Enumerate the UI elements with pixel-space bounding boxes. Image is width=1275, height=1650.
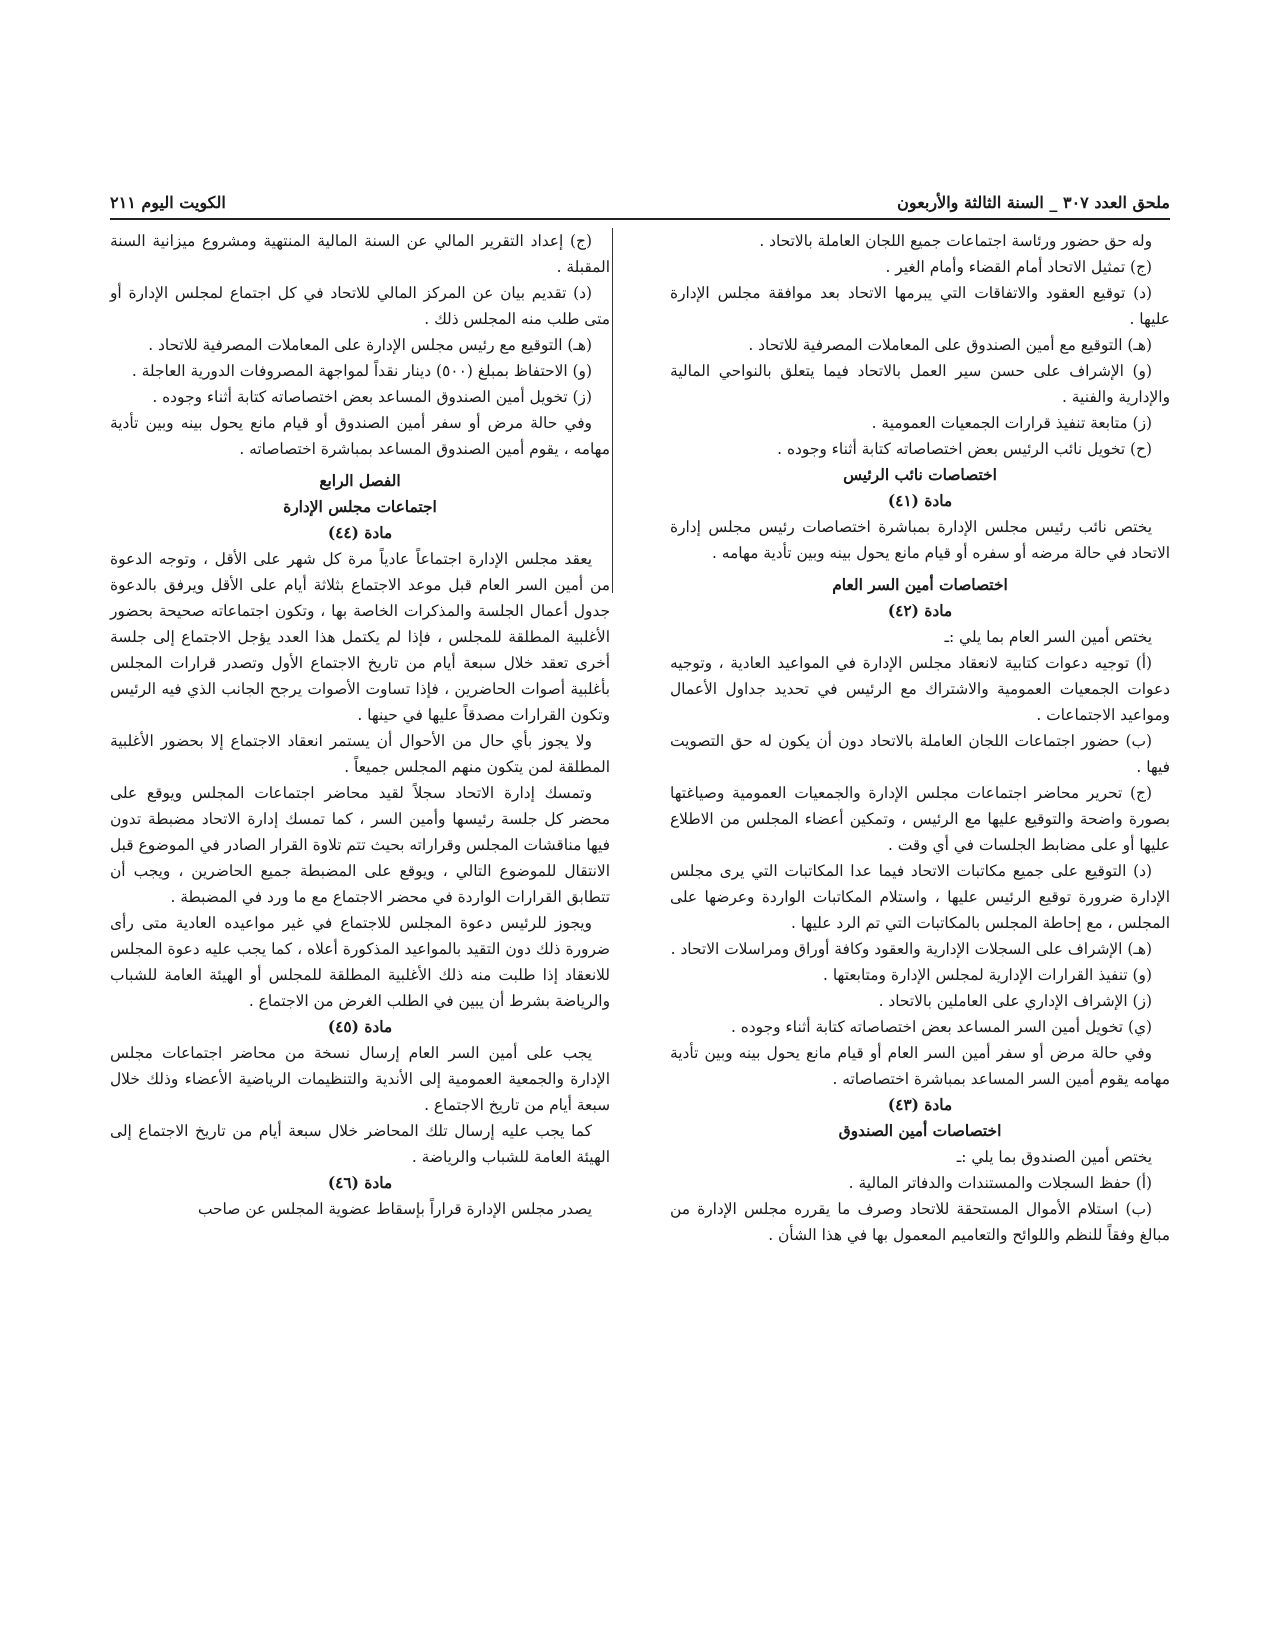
article-heading: مادة (٤١) — [887, 492, 953, 510]
paragraph: كما يجب عليه إرسال تلك المحاضر خلال سبعة أيام من تاريخ الاجتماع إلى الهيئة العامة للشباب والرياضة . — [110, 1122, 610, 1166]
left-column — [110, 228, 610, 1222]
page-header — [110, 193, 1170, 215]
section-heading: اختصاصات أمين الصندوق — [838, 1122, 1002, 1140]
paragraph: وفي حالة مرض أو سفر أمين السر العام أو قيام مانع يحول بينه وبين تأدية مهامه يقوم أمين السر المساعد بمباشرة اختصاصاته . — [670, 1044, 1170, 1088]
paragraph: (هـ) الإشراف على السجلات الإدارية والعقود وكافة أوراق ومراسلات الاتحاد . — [670, 940, 1152, 958]
paragraph: (و) الإشراف على حسن سير العمل بالاتحاد فيما يتعلق بالنواحي المالية والإدارية والفنية . — [670, 362, 1170, 406]
paragraph: (ج) تحرير محاضر اجتماعات مجلس الإدارة والجمعيات العمومية وصياغتها بصورة واضحة والتوقيع عليها مع الرئيس ، وتمكين أعضاء المجلس من الاطلاع عليها أو على مضابط الجلسات في أي وقت . — [670, 784, 1170, 854]
paragraph: يختص نائب رئيس مجلس الإدارة بمباشرة اختصاصات رئيس مجلس إدارة الاتحاد في حالة مرضه أو سفره أو قيام مانع يحول بينه وبين تأدية مهامه . — [670, 518, 1170, 562]
paragraph: وفي حالة مرض أو سفر أمين الصندوق أو قيام مانع يحول بينه وبين تأدية مهامه ، يقوم أمين الصندوق المساعد بمباشرة اختصاصاته . — [110, 414, 610, 458]
article-heading: مادة (٤٤) — [327, 524, 393, 542]
paragraph: (أ) توجيه دعوات كتابية لانعقاد مجلس الإدارة في المواعيد العادية ، وتوجيه دعوات الجمعيات العمومية والاشتراك مع الرئيس في تحديد جداول الأعمال ومواعيد الاجتماعات . — [670, 654, 1170, 724]
paragraph: (ز) تخويل أمين الصندوق المساعد بعض اختصاصاته كتابة أثناء وجوده . — [152, 388, 592, 406]
section-heading: اختصاصات أمين السر العام — [832, 576, 1008, 594]
article-heading: مادة (٤٢) — [887, 602, 953, 620]
paragraph: (ب) استلام الأموال المستحقة للاتحاد وصرف ما يقرره مجلس الإدارة من مبالغ وفقاً للنظم واللوائح والتعاميم المعمول بها في هذا الشأن . — [670, 1200, 1170, 1244]
paragraph: وتمسك إدارة الاتحاد سجلاً لقيد محاضر اجتماعات المجلس ويوقع على محضر كل جلسة رئيسها وأمين السر ، كما تمسك إدارة الاتحاد مضبطة تدون فيها مناقشات المجلس وقراراته بحيث تتم تلاوة القرار الصادر في الموضوع قبل الانتقال للموضوع التالي ، ويوقع على المضبطة جميع الحاضرين ، ويجب أن تتطابق القرارات الواردة في محضر الاجتماع مع ما ورد في المضبطة . — [110, 784, 610, 906]
chapter-heading: الفصل الرابع — [319, 472, 401, 490]
paragraph: (ب) حضور اجتماعات اللجان العاملة بالاتحاد دون أن يكون له حق التصويت فيها . — [670, 732, 1170, 776]
paragraph: (د) تقديم بيان عن المركز المالي للاتحاد في كل اجتماع لمجلس الإدارة أو متى طلب منه المجلس ذلك . — [110, 284, 610, 328]
paragraph: (هـ) التوقيع مع رئيس مجلس الإدارة على المعاملات المصرفية للاتحاد . — [148, 336, 592, 354]
right-column — [670, 228, 1170, 1248]
section-heading: اختصاصات نائب الرئيس — [843, 466, 997, 484]
paragraph: (ج) تمثيل الاتحاد أمام القضاء وأمام الغير . — [885, 258, 1152, 276]
header-rule — [110, 218, 1170, 220]
paragraph: ولا يجوز بأي حال من الأحوال أن يستمر انعقاد الاجتماع إلا بحضور الأغلبية المطلقة لمن يتكون منهم المجلس جميعاً . — [110, 732, 610, 776]
header-publication-page: الكويت اليوم ٢١١ — [110, 193, 226, 212]
article-heading: مادة (٤٦) — [327, 1174, 393, 1192]
paragraph: ويجوز للرئيس دعوة المجلس للاجتماع في غير مواعيده العادية متى رأى ضرورة ذلك دون التقيد بالمواعيد المذكورة أعلاه ، كما يجب عليه دعوة المجلس للانعقاد إذا طلبت منه ذلك الأغلبية المطلقة للمجلس أو الهيئة العامة للشباب والرياضة بشرط أن يبين في الطلب الغرض من الاجتماع . — [110, 914, 610, 1010]
header-issue-info: ملحق العدد ٣٠٧ _ السنة الثالثة والأربعون — [897, 193, 1170, 212]
paragraph: يختص أمين الصندوق بما يلي :ـ — [956, 1148, 1152, 1166]
paragraph: (و) الاحتفاظ بمبلغ (٥٠٠) دينار نقداً لمواجهة المصروفات الدورية العاجلة . — [131, 362, 592, 380]
paragraph: يختص أمين السر العام بما يلي :ـ — [944, 628, 1152, 646]
paragraph: (هـ) التوقيع مع أمين الصندوق على المعاملات المصرفية للاتحاد . — [748, 336, 1152, 354]
paragraph: (ز) الإشراف الإداري على العاملين بالاتحاد . — [878, 992, 1152, 1010]
paragraph: (ي) تخويل أمين السر المساعد بعض اختصاصاته كتابة أثناء وجوده . — [730, 1018, 1152, 1036]
article-heading: مادة (٤٣) — [887, 1096, 953, 1114]
paragraph: (ج) إعداد التقرير المالي عن السنة المالية المنتهية ومشروع ميزانية السنة المقبلة . — [110, 232, 610, 276]
paragraph: (أ) حفظ السجلات والمستندات والدفاتر المالية . — [848, 1174, 1152, 1192]
paragraph: (د) توقيع العقود والاتفاقات التي يبرمها الاتحاد بعد موافقة مجلس الإدارة عليها . — [670, 284, 1170, 328]
paragraph: يجب على أمين السر العام إرسال نسخة من محاضر اجتماعات مجلس الإدارة والجمعية العمومية إلى الأندية والتنظيمات الرياضية الأعضاء وذلك خلال سبعة أيام من تاريخ الاجتماع . — [110, 1044, 610, 1114]
paragraph: وله حق حضور ورئاسة اجتماعات جميع اللجان العاملة بالاتحاد . — [759, 232, 1152, 250]
paragraph: (ح) تخويل نائب الرئيس بعض اختصاصاته كتابة أثناء وجوده . — [777, 440, 1152, 458]
article-heading: مادة (٤٥) — [327, 1018, 393, 1036]
column-divider — [612, 228, 613, 593]
paragraph: (د) التوقيع على جميع مكاتبات الاتحاد فيما عدا المكاتبات التي يرى مجلس الإدارة ضرورة توقيع الرئيس عليها ، واستلام المكاتبات الواردة وعرضها على المجلس ، مع إحاطة المجلس بالمكاتبات التي تم الرد عليها . — [670, 862, 1170, 932]
paragraph: (و) تنفيذ القرارات الإدارية لمجلس الإدارة ومتابعتها . — [823, 966, 1152, 984]
paragraph: يصدر مجلس الإدارة قراراً بإسقاط عضوية المجلس عن صاحب — [197, 1200, 592, 1218]
paragraph: يعقد مجلس الإدارة اجتماعاً عادياً مرة كل شهر على الأقل ، وتوجه الدعوة من أمين السر العام قبل موعد الاجتماع بثلاثة أيام على الأقل ويرفق بالدعوة جدول أعمال الجلسة والمذكرات الخاصة بها ، وتكون اجتماعاته صحيحة بحضور الأغلبية المطلقة للمجلس ، فإذا لم يكتمل هذا العدد يؤجل الاجتماع إلى جلسة أخرى تعقد خلال سبعة أيام من تاريخ الاجتماع الأول وتصدر قرارات المجلس بأغلبية أصوات الحاضرين ، فإذا تساوت الأصوات يرجح الجانب الذي فيه الرئيس وتكون القرارات مصدقاً عليها في حينها . — [110, 550, 610, 724]
paragraph: (ز) متابعة تنفيذ قرارات الجمعيات العمومية . — [871, 414, 1152, 432]
section-heading: اجتماعات مجلس الإدارة — [283, 498, 437, 516]
